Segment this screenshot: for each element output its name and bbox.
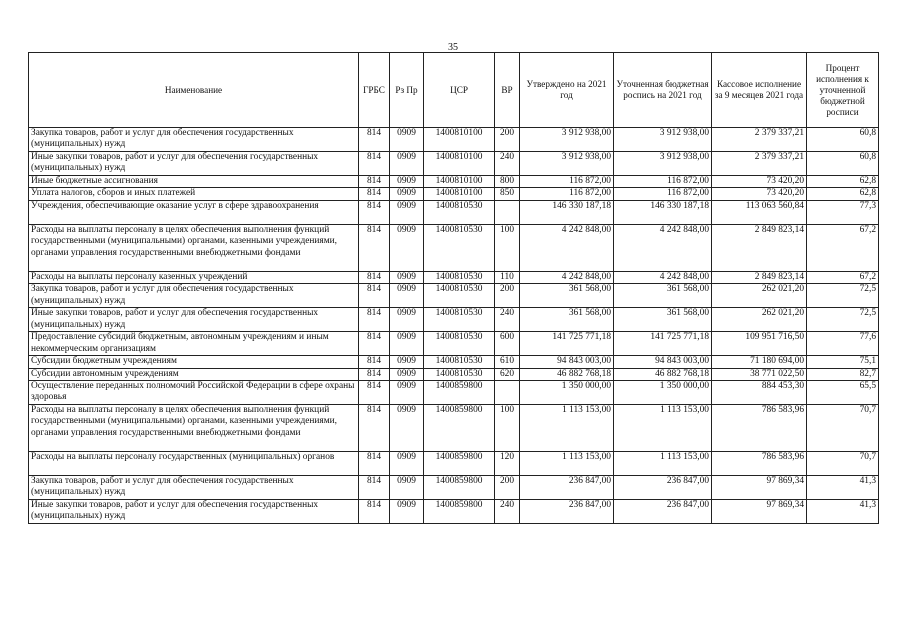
table-row: [29, 332, 879, 356]
cell-approved: 141 725 771,18: [520, 332, 614, 356]
cell-refined: 4 242 848,00: [614, 224, 712, 271]
cell-refined: 3 912 938,00: [614, 128, 712, 152]
cell-refined: 116 872,00: [614, 176, 712, 188]
cell-vr: 200: [495, 284, 520, 308]
cell-name: Расходы на выплаты персоналу казенных учреждений: [29, 271, 359, 283]
cell-rzpr: 0909: [390, 356, 424, 368]
cell-percent: 67,2: [807, 224, 879, 271]
cell-refined: 1 113 153,00: [614, 405, 712, 452]
cell-grbs: 814: [359, 284, 390, 308]
header-rzpr: Рз Пр: [390, 53, 424, 128]
cell-grbs: 814: [359, 332, 390, 356]
header-csr: ЦСР: [424, 53, 495, 128]
cell-rzpr: 0909: [390, 452, 424, 476]
cell-csr: 1400810100: [424, 128, 495, 152]
page-number: 35: [448, 42, 458, 53]
cell-csr: 1400810530: [424, 200, 495, 224]
cell-percent: 72,5: [807, 284, 879, 308]
cell-rzpr: 0909: [390, 200, 424, 224]
header-refined: Уточненная бюджетная роспись на 2021 год: [614, 53, 712, 128]
cell-refined: 4 242 848,00: [614, 271, 712, 283]
cell-refined: 236 847,00: [614, 476, 712, 500]
cell-rzpr: 0909: [390, 405, 424, 452]
cell-name: Осуществление переданных полномочий Российской Федерации в сфере охраны здоровья: [29, 381, 359, 405]
cell-approved: 4 242 848,00: [520, 224, 614, 271]
cell-name: Иные закупки товаров, работ и услуг для обеспечения государственных (муниципальных) нужд: [29, 308, 359, 332]
cell-grbs: 814: [359, 224, 390, 271]
table-row: [29, 152, 879, 176]
cell-refined: 361 568,00: [614, 308, 712, 332]
cell-vr: 240: [495, 500, 520, 524]
cell-csr: 1400859800: [424, 476, 495, 500]
cell-approved: 1 350 000,00: [520, 381, 614, 405]
cell-vr: 200: [495, 128, 520, 152]
cell-cash: 113 063 560,84: [712, 200, 807, 224]
cell-name: Расходы на выплаты персоналу в целях обеспечения выполнения функций государственными (муниципальными) органами, казенными учреждениями, органами управления государственными внебюджетными фондами: [29, 405, 359, 452]
table-row: [29, 271, 879, 283]
cell-refined: 46 882 768,18: [614, 368, 712, 380]
cell-vr: 600: [495, 332, 520, 356]
cell-percent: 77,6: [807, 332, 879, 356]
cell-name: Закупка товаров, работ и услуг для обеспечения государственных (муниципальных) нужд: [29, 284, 359, 308]
cell-grbs: 814: [359, 356, 390, 368]
cell-cash: 73 420,20: [712, 176, 807, 188]
table-row: [29, 381, 879, 405]
cell-rzpr: 0909: [390, 308, 424, 332]
cell-grbs: 814: [359, 200, 390, 224]
cell-approved: 4 242 848,00: [520, 271, 614, 283]
cell-rzpr: 0909: [390, 500, 424, 524]
cell-approved: 146 330 187,18: [520, 200, 614, 224]
cell-vr: 620: [495, 368, 520, 380]
cell-cash: 2 379 337,21: [712, 128, 807, 152]
table-row: [29, 356, 879, 368]
cell-vr: 240: [495, 308, 520, 332]
header-grbs: ГРБС: [359, 53, 390, 128]
cell-name: Закупка товаров, работ и услуг для обеспечения государственных (муниципальных) нужд: [29, 128, 359, 152]
table-row: [29, 500, 879, 524]
cell-name: Иные закупки товаров, работ и услуг для обеспечения государственных (муниципальных) нужд: [29, 152, 359, 176]
cell-vr: 610: [495, 356, 520, 368]
cell-grbs: 814: [359, 176, 390, 188]
cell-rzpr: 0909: [390, 381, 424, 405]
cell-cash: 71 180 694,00: [712, 356, 807, 368]
cell-approved: 236 847,00: [520, 476, 614, 500]
table-row: [29, 452, 879, 476]
table-row: [29, 176, 879, 188]
table-row: [29, 308, 879, 332]
cell-percent: 41,3: [807, 500, 879, 524]
cell-cash: 2 849 823,14: [712, 224, 807, 271]
cell-vr: 120: [495, 452, 520, 476]
cell-refined: 236 847,00: [614, 500, 712, 524]
cell-csr: 1400810530: [424, 332, 495, 356]
cell-approved: 1 113 153,00: [520, 405, 614, 452]
cell-cash: 884 453,30: [712, 381, 807, 405]
cell-rzpr: 0909: [390, 176, 424, 188]
cell-name: Расходы на выплаты персоналу государственных (муниципальных) органов: [29, 452, 359, 476]
cell-name: Предоставление субсидий бюджетным, автономным учреждениям и иным некоммерческим организациям: [29, 332, 359, 356]
cell-refined: 141 725 771,18: [614, 332, 712, 356]
cell-name: Субсидии бюджетным учреждениям: [29, 356, 359, 368]
cell-refined: 3 912 938,00: [614, 152, 712, 176]
cell-approved: 361 568,00: [520, 284, 614, 308]
cell-cash: 109 951 716,50: [712, 332, 807, 356]
cell-grbs: 814: [359, 188, 390, 200]
cell-cash: 786 583,96: [712, 405, 807, 452]
cell-grbs: 814: [359, 476, 390, 500]
cell-approved: 116 872,00: [520, 188, 614, 200]
cell-approved: 94 843 003,00: [520, 356, 614, 368]
cell-grbs: 814: [359, 308, 390, 332]
cell-refined: 1 350 000,00: [614, 381, 712, 405]
cell-grbs: 814: [359, 381, 390, 405]
cell-grbs: 814: [359, 405, 390, 452]
cell-percent: 70,7: [807, 452, 879, 476]
cell-vr: [495, 381, 520, 405]
cell-percent: 72,5: [807, 308, 879, 332]
cell-rzpr: 0909: [390, 224, 424, 271]
cell-csr: 1400859800: [424, 405, 495, 452]
cell-refined: 1 113 153,00: [614, 452, 712, 476]
cell-name: Закупка товаров, работ и услуг для обеспечения государственных (муниципальных) нужд: [29, 476, 359, 500]
table-row: [29, 128, 879, 152]
cell-grbs: 814: [359, 368, 390, 380]
cell-grbs: 814: [359, 128, 390, 152]
cell-percent: 67,2: [807, 271, 879, 283]
cell-rzpr: 0909: [390, 332, 424, 356]
cell-percent: 62,8: [807, 188, 879, 200]
cell-approved: 3 912 938,00: [520, 152, 614, 176]
cell-name: Расходы на выплаты персоналу в целях обеспечения выполнения функций государственными (муниципальными) органами, казенными учреждениями, органами управления государственными внебюджетными фондами: [29, 224, 359, 271]
cell-name: Учреждения, обеспечивающие оказание услуг в сфере здравоохранения: [29, 200, 359, 224]
cell-percent: 70,7: [807, 405, 879, 452]
table-row: [29, 188, 879, 200]
cell-refined: 94 843 003,00: [614, 356, 712, 368]
table-row: [29, 368, 879, 380]
cell-csr: 1400810530: [424, 284, 495, 308]
cell-refined: 146 330 187,18: [614, 200, 712, 224]
cell-percent: 82,7: [807, 368, 879, 380]
cell-csr: 1400810100: [424, 176, 495, 188]
cell-cash: 73 420,20: [712, 188, 807, 200]
cell-vr: 800: [495, 176, 520, 188]
cell-vr: 110: [495, 271, 520, 283]
cell-rzpr: 0909: [390, 284, 424, 308]
cell-rzpr: 0909: [390, 128, 424, 152]
cell-cash: 262 021,20: [712, 284, 807, 308]
table-row: [29, 284, 879, 308]
cell-cash: 2 379 337,21: [712, 152, 807, 176]
cell-cash: 97 869,34: [712, 476, 807, 500]
cell-percent: 62,8: [807, 176, 879, 188]
cell-rzpr: 0909: [390, 476, 424, 500]
cell-csr: 1400859800: [424, 452, 495, 476]
table-row: [29, 476, 879, 500]
cell-csr: 1400859800: [424, 381, 495, 405]
cell-vr: 200: [495, 476, 520, 500]
cell-csr: 1400810100: [424, 188, 495, 200]
cell-cash: 262 021,20: [712, 308, 807, 332]
cell-rzpr: 0909: [390, 271, 424, 283]
cell-vr: 100: [495, 224, 520, 271]
cell-csr: 1400810530: [424, 271, 495, 283]
cell-grbs: 814: [359, 271, 390, 283]
cell-name: Иные закупки товаров, работ и услуг для обеспечения государственных (муниципальных) нужд: [29, 500, 359, 524]
table-header-row: [29, 53, 879, 128]
cell-vr: [495, 200, 520, 224]
cell-cash: 97 869,34: [712, 500, 807, 524]
cell-name: Субсидии автономным учреждениям: [29, 368, 359, 380]
cell-csr: 1400859800: [424, 500, 495, 524]
cell-grbs: 814: [359, 452, 390, 476]
cell-approved: 236 847,00: [520, 500, 614, 524]
cell-refined: 361 568,00: [614, 284, 712, 308]
cell-percent: 75,1: [807, 356, 879, 368]
cell-csr: 1400810530: [424, 368, 495, 380]
cell-approved: 3 912 938,00: [520, 128, 614, 152]
cell-csr: 1400810530: [424, 308, 495, 332]
cell-refined: 116 872,00: [614, 188, 712, 200]
cell-grbs: 814: [359, 152, 390, 176]
cell-percent: 60,8: [807, 152, 879, 176]
cell-cash: 786 583,96: [712, 452, 807, 476]
cell-percent: 60,8: [807, 128, 879, 152]
cell-grbs: 814: [359, 500, 390, 524]
cell-name: Иные бюджетные ассигнования: [29, 176, 359, 188]
cell-rzpr: 0909: [390, 152, 424, 176]
cell-rzpr: 0909: [390, 368, 424, 380]
cell-percent: 77,3: [807, 200, 879, 224]
cell-approved: 1 113 153,00: [520, 452, 614, 476]
cell-cash: 2 849 823,14: [712, 271, 807, 283]
cell-rzpr: 0909: [390, 188, 424, 200]
table-row: [29, 224, 879, 271]
table-body: [29, 128, 879, 524]
header-cash: Кассовое исполнение за 9 месяцев 2021 года: [712, 53, 807, 128]
cell-csr: 1400810530: [424, 224, 495, 271]
cell-vr: 240: [495, 152, 520, 176]
cell-percent: 41,3: [807, 476, 879, 500]
cell-name: Уплата налогов, сборов и иных платежей: [29, 188, 359, 200]
table-row: [29, 405, 879, 452]
cell-vr: 850: [495, 188, 520, 200]
budget-table: [28, 52, 879, 524]
cell-approved: 361 568,00: [520, 308, 614, 332]
header-approved: Утверждено на 2021 год: [520, 53, 614, 128]
cell-percent: 65,5: [807, 381, 879, 405]
cell-csr: 1400810100: [424, 152, 495, 176]
header-name: Наименование: [29, 53, 359, 128]
header-percent: Процент исполнения к уточненной бюджетной росписи: [807, 53, 879, 128]
cell-approved: 116 872,00: [520, 176, 614, 188]
cell-approved: 46 882 768,18: [520, 368, 614, 380]
table-row: [29, 200, 879, 224]
cell-csr: 1400810530: [424, 356, 495, 368]
cell-cash: 38 771 022,50: [712, 368, 807, 380]
header-vr: ВР: [495, 53, 520, 128]
cell-vr: 100: [495, 405, 520, 452]
